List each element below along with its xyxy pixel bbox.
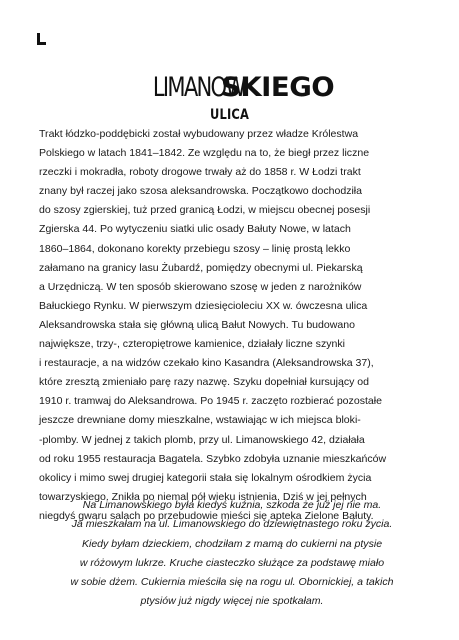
body-line: Aleksandrowska stała się główną ulicą Bałut Nowych. Tu budowano xyxy=(39,318,355,331)
page-title xyxy=(0,74,459,101)
body-line: 1860–1864, dokonano korekty przebiegu szosy – linię prostą lekko xyxy=(39,242,351,255)
quote-paragraph xyxy=(39,496,425,612)
quote-line: w różowym lukrze. Kruche ciasteczko służące za podstawę miało xyxy=(79,556,385,569)
body-line: rzeczki i mokradła, roboty drogowe trwały aż do 1858 r. W Łodzi trakt xyxy=(39,166,361,179)
body-line: i restauracje, a na widzów czekało kino Kasandra (Aleksandrowska 37), xyxy=(39,357,374,370)
body-line: załamano na granicy lasu Żubardź, pomiędzy obecnymi ul. Piekarską xyxy=(39,261,363,274)
body-line: jeszcze drewniane domy mieszkalne, wstawiając w ich miejsca bloki- xyxy=(39,414,361,427)
body-line: Polskiego w latach 1841–1842. Ze względu na to, że biegł przez liczne xyxy=(39,147,370,160)
body-line: towarzyskiego. Znikła po niemal pół wieku istnienia. Dziś w jej pełnych xyxy=(39,490,367,503)
body-line: które zresztą zmieniało parę razy nazwę. Szyku dopełniał kursujący od xyxy=(39,376,370,389)
body-line: okolicy i mimo swej drugiej kategorii stała się lokalnym ośrodkiem życia xyxy=(39,471,372,484)
body-line: 1910 r. tramwaj do Aleksandrowa. Po 1945 r. zaczęto rozbierać pozostałe xyxy=(39,395,382,408)
quote-line: Kiedy byłam dzieckiem, chodziłam z mamą do cukierni na ptysie xyxy=(81,537,383,550)
body-line: Trakt łódzko-poddębicki został wybudowany przez władze Królestwa xyxy=(39,128,359,140)
body-line: od roku 1955 restauracja Bagatela. Szybko zdobyła uznanie mieszkańców xyxy=(39,452,387,465)
body-line: Bałuckiego Rynku. W pierwszym dziesięcioleciu XX w. ówczesna ulica xyxy=(39,299,368,312)
quote-line: Ja mieszkałam na ul. Limanowskiego do dziewiętnastego roku życia. xyxy=(71,518,393,531)
body-line: znany był raczej jako szosa aleksandrowska. Początkowo dochodziła xyxy=(39,185,363,198)
crop-mark-horizontal xyxy=(37,42,46,45)
body-paragraph xyxy=(39,125,425,526)
quote-line: w sobie dżem. Cukiernia mieściła się na rogu ul. Obornickiej, a takich xyxy=(70,576,394,589)
quote-line: ptysiów już nigdy więcej nie spotkałam. xyxy=(140,595,324,608)
body-line: a Urzędniczą. W ten sposób skierowano szosę w jeden z narożników xyxy=(39,280,362,293)
corner-crop-mark xyxy=(37,33,46,45)
title-bold-part: SKIEGO xyxy=(221,72,335,103)
body-line: niegdyś gwaru salach po przebudowie mieści się apteka Zielone Bałuty. xyxy=(39,509,374,522)
quote-line: Na Limanowskiego była kiedyś kuźnia, szkoda że już jej nie ma. xyxy=(82,499,382,511)
body-line: -plomby. W jednej z takich plomb, przy ul. Limanowskiego 42, działała xyxy=(39,433,365,446)
body-line: największe, trzy-, czteropiętrowe kamienice, działały liczne szynki xyxy=(39,338,345,351)
page-subtitle: ULICA xyxy=(209,107,250,123)
body-line: do szosy zgierskiej, tuż przed granicą Łodzi, w miejscu obecnej posesji xyxy=(39,204,371,217)
body-line: Zgierska 44. Po wytyczeniu siatki ulic osady Bałuty Nowe, w latach xyxy=(39,223,351,236)
title-light-part: LIMANOW xyxy=(152,72,245,103)
